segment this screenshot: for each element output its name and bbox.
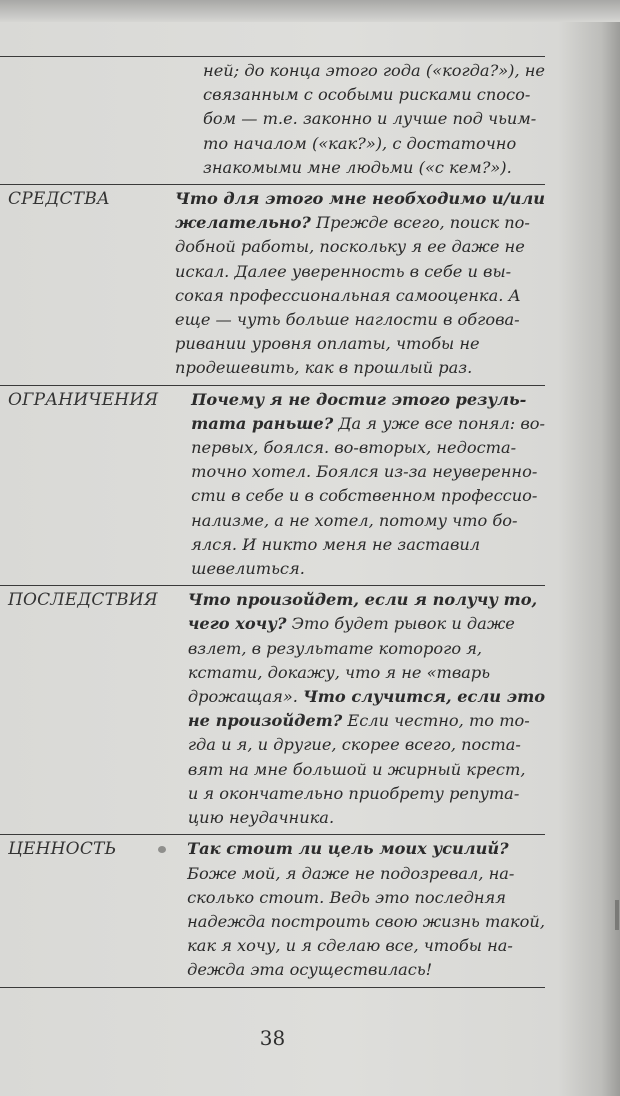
- text-line: [188, 709, 545, 733]
- table-row: [0, 386, 545, 586]
- answer-text: взлет, в результате которого я,: [187, 638, 483, 658]
- text-line: [187, 837, 545, 861]
- answer-text: бом — т.е. законно и лучше под чьим-: [203, 109, 537, 129]
- answer-text: кстати, докажу, что я не «тварь: [187, 662, 491, 682]
- text-line: [188, 612, 545, 636]
- text-line: [187, 934, 545, 958]
- text-line: [175, 260, 545, 284]
- answer-text: Да я уже все понял: во-: [333, 413, 545, 433]
- text-line: [191, 484, 545, 508]
- text-line: [175, 187, 545, 211]
- row-label: СРЕДСТВА: [8, 189, 110, 210]
- answer-text: Это будет рывок и даже: [286, 614, 515, 634]
- answer-text: искал. Далее уверенность в себе и вы-: [175, 261, 512, 281]
- text-line: [203, 107, 545, 131]
- answer-text: ялся. И никто меня не заставил: [191, 534, 481, 554]
- row-text: [187, 837, 545, 982]
- scan-edge-mark: [615, 900, 619, 930]
- answer-text: добной работы, поскольку я ее даже не: [175, 237, 525, 257]
- answer-text: то началом («как?»), с достаточно: [203, 133, 517, 153]
- answer-text: ней; до конца этого года («когда?»), не: [203, 61, 545, 80]
- row-label: ЦЕННОСТЬ: [8, 839, 117, 860]
- text-line: [187, 910, 545, 934]
- answer-text: сокая профессиональная самооценка. А: [175, 285, 521, 305]
- row-label: [0, 59, 203, 180]
- answer-text: сколько стоит. Ведь это последняя: [187, 887, 506, 907]
- answer-text: дрожащая».: [187, 687, 304, 707]
- text-line: [203, 132, 545, 156]
- answer-text: шевелиться.: [191, 559, 305, 579]
- row-label: ОГРАНИЧЕНИЯ: [8, 389, 159, 410]
- text-line: [191, 388, 545, 412]
- text-line: [191, 436, 545, 460]
- question-text: чего хочу?: [187, 614, 287, 634]
- text-line: [175, 284, 545, 308]
- text-line: [188, 685, 545, 709]
- answer-text: связанным с особыми рисками спосо-: [203, 85, 531, 105]
- text-line: [175, 235, 545, 259]
- text-line: [175, 211, 545, 235]
- answer-text: сти в себе и в собственном профессио-: [191, 486, 538, 506]
- table-row: [0, 586, 545, 834]
- answer-text: как я хочу, и я сделаю все, чтобы на-: [187, 936, 513, 956]
- text-line: [187, 862, 545, 886]
- row-text: [191, 388, 545, 582]
- answer-text: гда и я, и другие, скорее всего, поста-: [187, 735, 521, 755]
- question-text: желательно?: [175, 213, 311, 233]
- answer-text: первых, боялся. во-вторых, недоста-: [191, 438, 517, 458]
- text-line: [187, 886, 545, 910]
- table-rule: [0, 987, 545, 988]
- answer-text: знакомыми мне людьми («с кем?»).: [203, 157, 512, 177]
- goal-analysis-table: [0, 56, 545, 988]
- text-line: [188, 782, 545, 806]
- text-line: [191, 557, 545, 581]
- answer-text: продешевить, как в прошлый раз.: [175, 358, 473, 378]
- text-line: [188, 637, 545, 661]
- text-line: [191, 509, 545, 533]
- answer-text: цию неудачника.: [187, 808, 335, 828]
- question-text: Что для этого мне необходимо и/или: [175, 189, 545, 209]
- answer-text: Если честно, то то-: [342, 711, 530, 731]
- text-line: [188, 806, 545, 830]
- answer-text: дежда эта осуществилась!: [187, 960, 433, 980]
- scan-shadow: [0, 0, 620, 22]
- question-text: Почему я не достиг этого резуль-: [191, 389, 527, 409]
- question-text: не произойдет?: [187, 711, 343, 731]
- text-line: [188, 758, 545, 782]
- text-line: [191, 460, 545, 484]
- answer-text: нализме, а не хотел, потому что бо-: [191, 510, 518, 530]
- answer-text: вят на мне большой и жирный крест,: [187, 759, 526, 779]
- row-text: [175, 187, 545, 381]
- scan-speck: [158, 846, 166, 853]
- table-row: [0, 185, 545, 385]
- table-row: [0, 835, 545, 986]
- answer-text: Прежде всего, поиск по-: [310, 213, 530, 233]
- question-text: Так стоит ли цель моих усилий?: [187, 839, 509, 859]
- text-line: [203, 156, 545, 180]
- text-line: [191, 412, 545, 436]
- text-line: [175, 332, 545, 356]
- question-text: тата раньше?: [191, 413, 334, 433]
- text-line: [188, 588, 545, 612]
- table-row: [0, 57, 545, 184]
- question-text: Что произойдет, если я получу то,: [187, 590, 538, 610]
- page-number: 38: [259, 1026, 286, 1050]
- answer-text: еще — чуть больше наглости в обгова-: [175, 310, 520, 330]
- answer-text: и я окончательно приобрету репута-: [187, 783, 520, 803]
- answer-text: точно хотел. Боялся из-за неуверенно-: [191, 462, 538, 482]
- text-line: [188, 661, 545, 685]
- row-label: ПОСЛЕДСТВИЯ: [8, 590, 158, 611]
- text-line: [191, 533, 545, 557]
- text-line: [203, 59, 545, 83]
- row-text: [188, 588, 545, 830]
- text-line: [187, 958, 545, 982]
- answer-text: Боже мой, я даже не подозревал, на-: [187, 863, 515, 883]
- answer-text: ривании уровня оплаты, чтобы не: [175, 334, 480, 354]
- text-line: [175, 356, 545, 380]
- row-text: [203, 59, 545, 180]
- text-line: [188, 733, 545, 757]
- text-line: [175, 308, 545, 332]
- text-line: [203, 83, 545, 107]
- question-text: Что случится, если это: [303, 687, 545, 707]
- answer-text: надежда построить свою жизнь такой,: [187, 911, 545, 931]
